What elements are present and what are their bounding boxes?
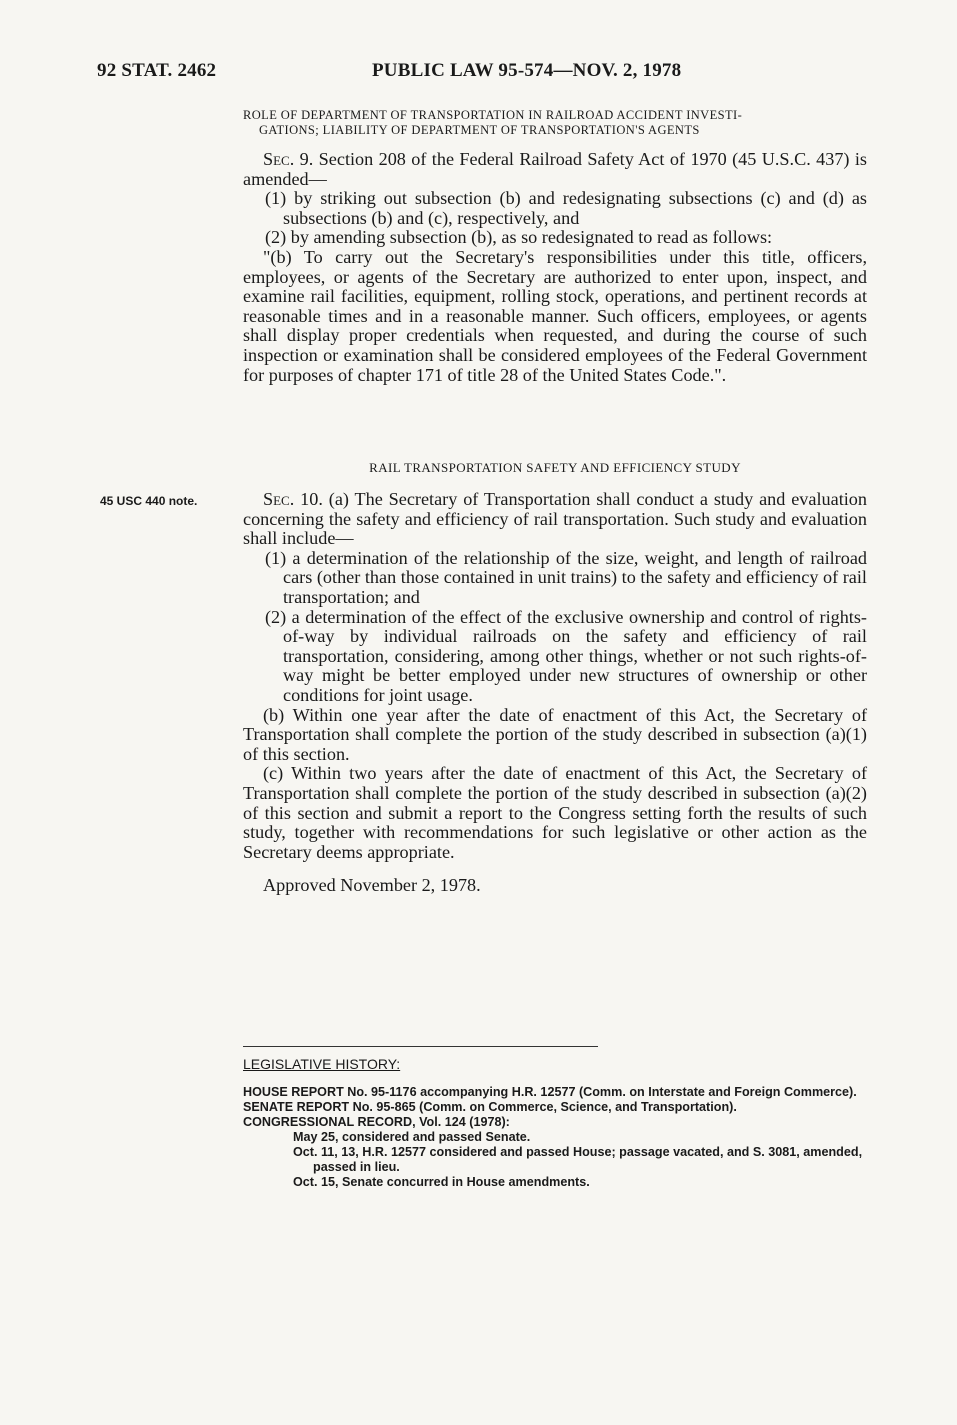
section-9-intro (243, 150, 867, 189)
section-10-subsection-a (243, 490, 867, 549)
section-9-intro-text: Section 208 of the Federal Railroad Safety Act of 1970 (45 U.S.C. 437) is amended— (243, 149, 867, 189)
approval-date: Approved November 2, 1978. (263, 875, 481, 896)
statute-page-number: 92 STAT. 2462 (97, 60, 217, 81)
section-9-heading-line2: GATIONS; LIABILITY OF DEPARTMENT OF TRANSPORTATION'S AGENTS (259, 123, 700, 137)
section-9-heading-line1: ROLE OF DEPARTMENT OF TRANSPORTATION IN RAILROAD ACCIDENT INVESTI- (243, 108, 743, 122)
history-divider (243, 1046, 598, 1047)
legislative-history-title: LEGISLATIVE HISTORY: (243, 1056, 401, 1072)
section-9-item-2: (2) by amending subsection (b), as so redesignated to read as follows: (265, 227, 773, 248)
section-10-item-1: (1) a determination of the relationship of the size, weight, and length of railroad cars (other than those contained in unit trains) to the safety and efficiency of rail transportation; and (265, 547, 867, 607)
senate-report: SENATE REPORT No. 95-865 (Comm. on Commerce, Science, and Transportation). (243, 1100, 737, 1114)
section-label: Sec. 9. (263, 149, 314, 169)
running-header: PUBLIC LAW 95-574—NOV. 2, 1978 (372, 60, 682, 81)
history-entry: Oct. 11, 13, H.R. 12577 considered and passed House; passage vacated, and S. 3081, amended, passed in lieu. (293, 1145, 863, 1174)
section-9 (243, 108, 867, 385)
congressional-record: CONGRESSIONAL RECORD, Vol. 124 (1978): (243, 1115, 510, 1129)
section-label: Sec. 10. (263, 489, 323, 509)
section-9-quoted-text: "(b) To carry out the Secretary's responsibilities under this title, officers, employees, or agents of the Secretary are authorized to enter upon, inspect, and examine rail facilities, equipment, rolling stock, operations, and pertinent records at reasonable times and in a reasonable manner. Such officers, employees, or agents shall display proper credentials when requested, and during the course of such inspection or examination shall be considered employees of the Federal Government for purposes of chapter 171 of title 28 of the United States Code.". (243, 246, 867, 385)
section-10-subsection-b: (b) Within one year after the date of enactment of this Act, the Secretary of Transportation shall complete the portion of the study described in subsection (a)(1) of this section. (243, 704, 867, 764)
house-report: HOUSE REPORT No. 95-1176 accompanying H.R. 12577 (Comm. on Interstate and Foreign Commerce). (243, 1085, 857, 1099)
history-entry: May 25, considered and passed Senate. (293, 1130, 531, 1144)
section-9-item-1: (1) by striking out subsection (b) and redesignating subsections (c) and (d) as subsections (b) and (c), respectively, and (265, 188, 867, 228)
section-10 (243, 460, 867, 896)
section-10-subsection-c: (c) Within two years after the date of enactment of this Act, the Secretary of Transportation shall complete the portion of the study described in subsection (a)(2) of this section and submit a report to the Congress setting forth the results of such study, together with recommendations for such legislative or other action as the Secretary deems appropriate. (243, 763, 867, 862)
legislative-history (243, 1057, 867, 1190)
section-10-item-2: (2) a determination of the effect of the exclusive ownership and control of rights-of-way by individual railroads on the safety and efficiency of rail transportation, considering, among other things, whether or not such rights-of-way might be better employed under new structures of ownership or other conditions for joint usage. (265, 606, 867, 705)
section-10-a-text: (a) The Secretary of Transportation shall conduct a study and evaluation concerning the safety and efficiency of rail transportation. Such study and evaluation shall include— (243, 489, 867, 549)
section-10-heading: RAIL TRANSPORTATION SAFETY AND EFFICIENCY STUDY (369, 460, 741, 475)
history-entry: Oct. 15, Senate concurred in House amendments. (293, 1175, 590, 1189)
margin-note: 45 USC 440 note. (100, 494, 198, 508)
